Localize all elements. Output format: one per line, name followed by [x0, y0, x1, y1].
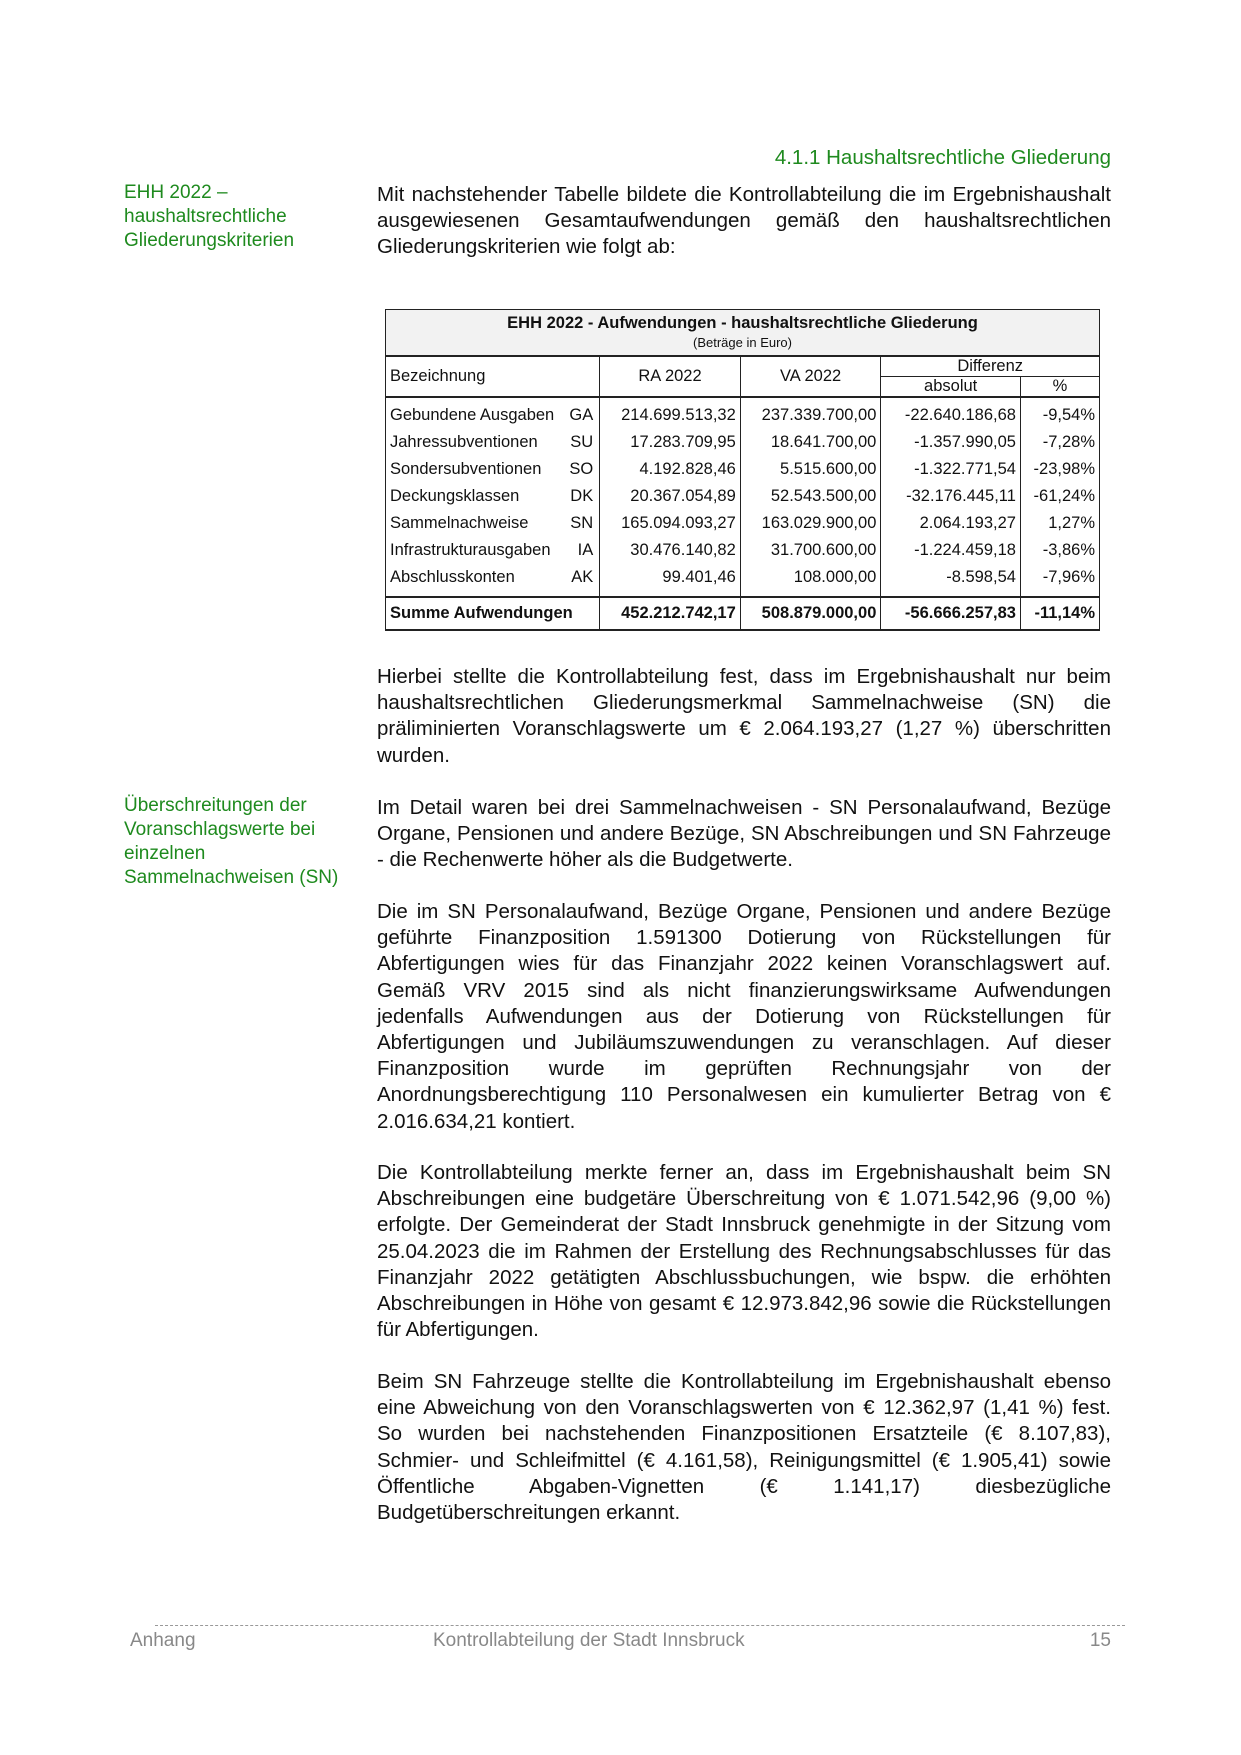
table-row — [386, 510, 1100, 537]
table-row — [386, 429, 1100, 456]
personalaufwand-paragraph — [377, 899, 1111, 1135]
row-label: Jahressubventionen — [386, 429, 563, 456]
row-abs: -1.357.990,05 — [881, 429, 1021, 456]
side-note-line: Gliederungskriterien — [124, 230, 295, 251]
row-abs: -8.598,54 — [881, 564, 1021, 597]
table-row — [386, 456, 1100, 483]
table-subtitle: (Beträge in Euro) — [693, 335, 792, 350]
findings-paragraph — [377, 664, 1111, 769]
side-note-gliederungskriterien — [124, 181, 364, 253]
row-ra: 30.476.140,82 — [600, 537, 741, 564]
sum-ra: 452.212.742,17 — [600, 597, 741, 630]
header-percent: % — [1020, 377, 1099, 398]
row-label: Sammelnachweise — [386, 510, 563, 537]
row-va: 237.339.700,00 — [740, 397, 881, 429]
row-ra: 165.094.093,27 — [600, 510, 741, 537]
row-va: 52.543.500,00 — [740, 483, 881, 510]
footer-divider — [155, 1625, 1125, 1626]
row-va: 18.641.700,00 — [740, 429, 881, 456]
intro-paragraph — [377, 182, 1111, 261]
expenses-table-container — [385, 309, 1100, 631]
table-row — [386, 483, 1100, 510]
expenses-table — [385, 309, 1100, 631]
header-differenz: Differenz — [881, 356, 1100, 377]
row-code: AK — [571, 568, 594, 586]
paragraph: Hierbei stellte die Kontrollabteilung fest, dass im Ergebnishaushalt nur beim haushaltsrechtlichen Gliederungsmerkmal Sammelnachweise (SN) die präliminierten Voranschlagswerte um € 2.064.193,27 (1,27 %) überschritten wurden. — [377, 665, 1111, 767]
side-note-ueberschreitungen — [124, 794, 364, 890]
row-pct: -23,98% — [1020, 456, 1099, 483]
row-code: SO — [569, 460, 594, 478]
sum-pct: -11,14% — [1020, 597, 1099, 630]
side-note-line: einzelnen — [124, 843, 206, 864]
row-pct: -7,28% — [1020, 429, 1099, 456]
page-number: 15 — [1089, 1630, 1111, 1651]
paragraph: Im Detail waren bei drei Sammelnachweisen - SN Personalaufwand, Bezüge Organe, Pensionen und andere Bezüge, SN Abschreibungen und SN Fahrzeuge - die Rechenwerte höher als die Budgetwerte. — [377, 796, 1111, 872]
paragraph: Beim SN Fahrzeuge stellte die Kontrollabteilung im Ergebnishaushalt ebenso eine Abweichung von den Voranschlagswerten von € 12.362,97 (1,41 %) fest. So wurden bei nachstehenden Finanzpositionen Ersatzteile (€ 8.107,83), Schmier- und Schleifmittel (€ 4.161,58), Reinigungsmittel (€ 1.905,41) sowie Öffentliche Abgaben-Vignetten (€ 1.141,17) diesbezügliche Budgetüberschreitungen erkannt. — [377, 1370, 1111, 1525]
row-label: Abschlusskonten — [386, 564, 563, 597]
row-va: 5.515.600,00 — [740, 456, 881, 483]
row-pct: 1,27% — [1020, 510, 1099, 537]
row-abs: -1.224.459,18 — [881, 537, 1021, 564]
side-note-line: Sammelnachweisen (SN) — [124, 867, 339, 888]
paragraph: Die Kontrollabteilung merkte ferner an, dass im Ergebnishaushalt beim SN Abschreibungen eine budgetäre Überschreitung von € 1.071.542,96 (9,00 %) erfolgte. Der Gemeinderat der Stadt Innsbruck genehmigte in der Sitzung vom 25.04.2023 die im Rahmen der Erstellung des Rechnungsabschlusses für das Finanzjahr 2022 getätigten Abschlussbuchungen, wie bspw. die erhöhten Abschreibungen in Höhe von gesamt € 12.973.842,96 sowie die Rückstellungen für Abfertigungen. — [377, 1161, 1111, 1342]
row-ra: 17.283.709,95 — [600, 429, 741, 456]
header-ra-2022: RA 2022 — [600, 356, 741, 397]
row-pct: -7,96% — [1020, 564, 1099, 597]
section-heading: 4.1.1 Haushaltsrechtliche Gliederung — [774, 146, 1111, 169]
row-ra: 214.699.513,32 — [600, 397, 741, 429]
paragraph: Die im SN Personalaufwand, Bezüge Organe, Pensionen und andere Bezüge geführte Finanzposition 1.591300 Dotierung von Rückstellungen für Abfertigungen wies für das Finanzjahr 2022 keinen Voranschlagswert auf. Gemäß VRV 2015 sind als nicht finanzierungswirksame Aufwendungen jedenfalls Aufwendungen aus der Dotierung von Rückstellungen für Abfertigungen und Jubiläumszuwendungen zu veranschlagen. Auf dieser Finanzposition wurde im geprüften Rechnungsjahr von der Anordnungsberechtigung 110 Personalwesen ein kumulierter Betrag von € 2.016.634,21 kontiert. — [377, 900, 1111, 1133]
row-ra: 99.401,46 — [600, 564, 741, 597]
row-abs: -32.176.445,11 — [881, 483, 1021, 510]
fahrzeuge-paragraph — [377, 1369, 1111, 1526]
row-code: GA — [563, 397, 600, 429]
paragraph: Mit nachstehender Tabelle bildete die Kontrollabteilung die im Ergebnishaushalt ausgewiesenen Gesamtaufwendungen gemäß den haushaltsrechtlichen Gliederungskriterien wie folgt ab: — [377, 183, 1111, 259]
row-pct: -61,24% — [1020, 483, 1099, 510]
table-sum-row — [386, 597, 1100, 630]
sum-label: Summe Aufwendungen — [386, 597, 600, 630]
row-code: DK — [570, 487, 594, 505]
header-absolut: absolut — [881, 377, 1021, 398]
row-code: SU — [570, 433, 594, 451]
row-label: Infrastrukturausgaben — [386, 537, 563, 564]
sum-abs: -56.666.257,83 — [881, 597, 1021, 630]
row-abs: -22.640.186,68 — [881, 397, 1021, 429]
row-ra: 20.367.054,89 — [600, 483, 741, 510]
row-va: 31.700.600,00 — [740, 537, 881, 564]
row-code: IA — [577, 541, 594, 559]
header-va-2022: VA 2022 — [740, 356, 881, 397]
abschreibungen-paragraph — [377, 1160, 1111, 1343]
row-abs: 2.064.193,27 — [881, 510, 1021, 537]
row-ra: 4.192.828,46 — [600, 456, 741, 483]
detail-paragraph — [377, 795, 1111, 874]
side-note-line: Voranschlagswerte bei — [124, 819, 316, 840]
table-title: EHH 2022 - Aufwendungen - haushaltsrechtliche Gliederung — [507, 314, 978, 332]
footer-left: Anhang — [130, 1630, 196, 1651]
header-bezeichnung: Bezeichnung — [386, 356, 600, 397]
table-row — [386, 564, 1100, 597]
row-code: SN — [570, 514, 594, 532]
table-row — [386, 537, 1100, 564]
footer-center: Kontrollabteilung der Stadt Innsbruck — [433, 1630, 745, 1651]
row-pct: -3,86% — [1020, 537, 1099, 564]
side-note-line: haushaltsrechtliche — [124, 206, 287, 227]
table-title-cell — [386, 310, 1100, 357]
row-va: 163.029.900,00 — [740, 510, 881, 537]
row-label: Sondersubventionen — [386, 456, 563, 483]
sum-va: 508.879.000,00 — [740, 597, 881, 630]
row-label: Gebundene Ausgaben — [386, 397, 563, 429]
table-row — [386, 397, 1100, 429]
side-note-line: EHH 2022 – — [124, 182, 228, 203]
side-note-line: Überschreitungen der — [124, 795, 307, 816]
row-pct: -9,54% — [1020, 397, 1099, 429]
row-va: 108.000,00 — [740, 564, 881, 597]
row-abs: -1.322.771,54 — [881, 456, 1021, 483]
row-label: Deckungsklassen — [386, 483, 563, 510]
